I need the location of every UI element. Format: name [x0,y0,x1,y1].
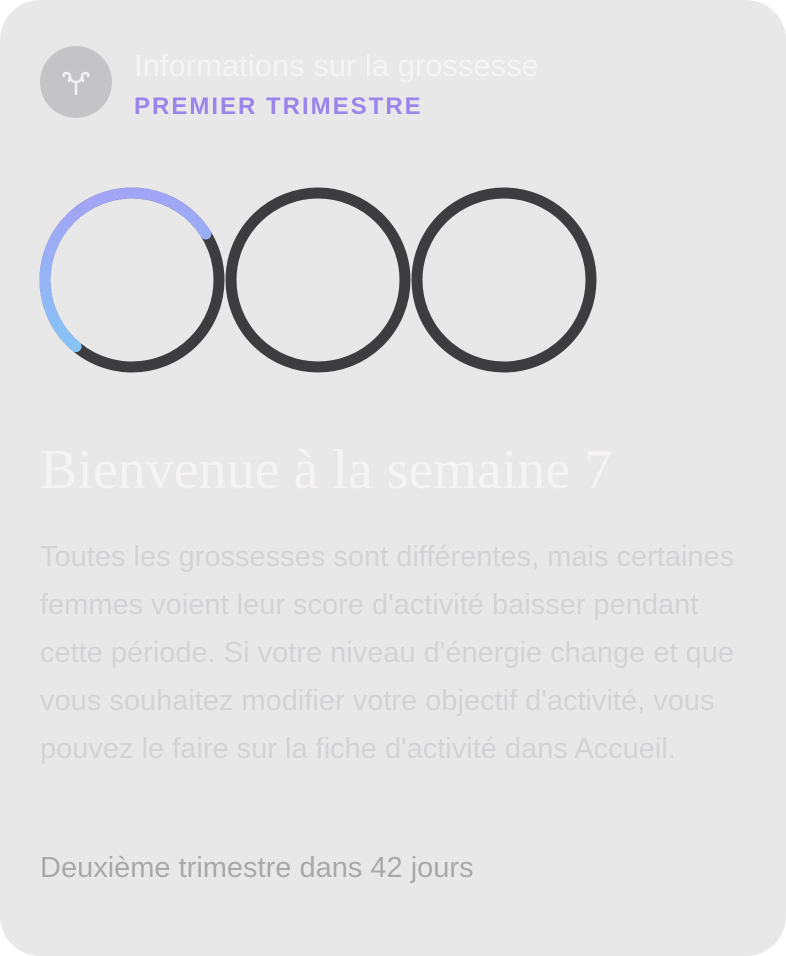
week-description: Toutes les grossesses sont différentes, mais certaines femmes voient leur score d'activité baisser pendant cette période. Si votre niveau d'énergie change et que vous souhaitez modifier votre objectif d'activité, vous pouvez le faire sur la fiche d'activité dans Accueil. [40,541,735,765]
card-title: Informations sur la grossesse [134,48,539,83]
ring-track-trimester-2 [231,193,405,367]
trimester-progress-rings [36,184,600,376]
week-title: Bienvenue à la semaine 7 [40,439,613,501]
card-header [40,46,539,122]
next-trimester-countdown: Deuxième trimestre dans 42 jours [40,852,474,884]
uterus-icon-badge [40,46,112,118]
uterus-icon [58,64,94,100]
ring-track-trimester-3 [417,193,591,367]
trimester-label: PREMIER TRIMESTRE [134,93,423,120]
header-text [134,46,539,122]
